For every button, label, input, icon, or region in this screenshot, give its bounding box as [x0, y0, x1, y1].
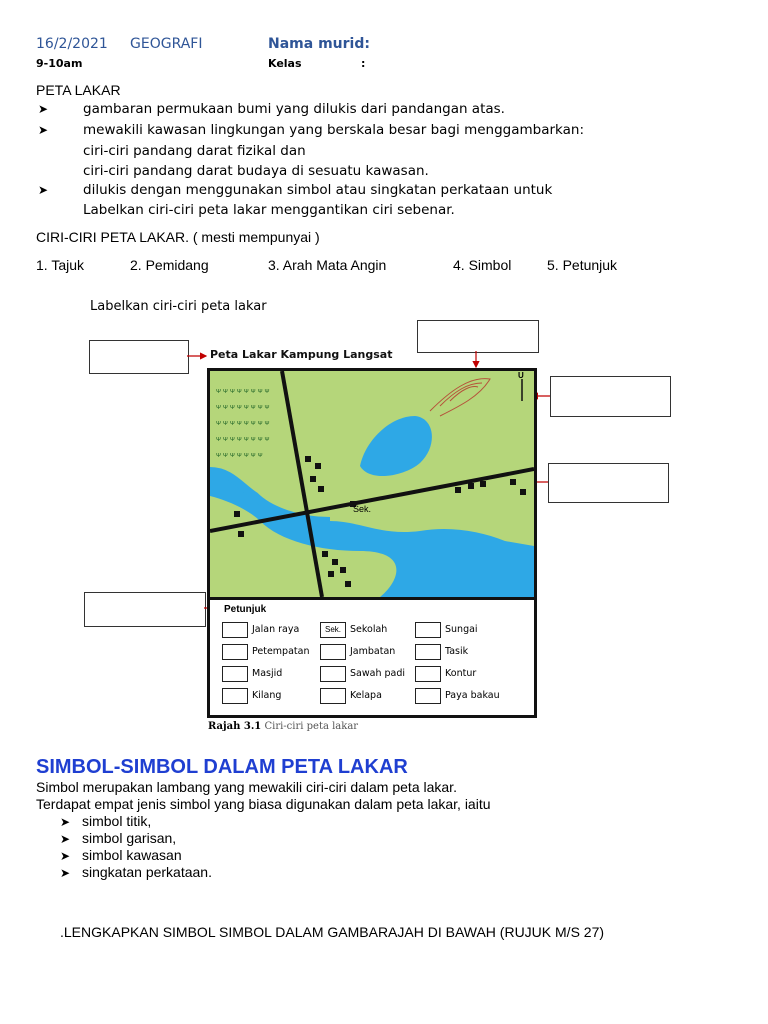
- class-label: Kelas: [268, 57, 302, 70]
- caption-text: Ciri-ciri peta lakar: [264, 721, 359, 732]
- north-label: U: [518, 371, 524, 380]
- mosque-legend-icon: [222, 666, 248, 682]
- river-legend-icon: [415, 622, 441, 638]
- simbol-bullet: singkatan perkataan.: [82, 864, 212, 880]
- legend-label: Tasik: [445, 646, 469, 657]
- class-colon: :: [361, 57, 366, 70]
- legend-title: Petunjuk: [224, 604, 267, 615]
- simbol-bullet: simbol titik,: [82, 813, 152, 829]
- sub-line: ciri-ciri pandang darat fizikal dan: [83, 143, 306, 159]
- coconut-legend-icon: [320, 688, 346, 704]
- caption-number: Rajah 3.1: [208, 721, 262, 732]
- bridge-legend-icon: [320, 644, 346, 660]
- bullet-arrow-icon: ➤: [60, 849, 71, 863]
- bullet-arrow-icon: ➤: [60, 866, 71, 880]
- svg-text:ᴪ ᴪ ᴪ ᴪ ᴪ ᴪ ᴪ: ᴪ ᴪ ᴪ ᴪ ᴪ ᴪ ᴪ: [216, 452, 263, 459]
- svg-text:ᴪ ᴪ ᴪ ᴪ ᴪ ᴪ ᴪ ᴪ: ᴪ ᴪ ᴪ ᴪ ᴪ ᴪ ᴪ ᴪ: [216, 404, 270, 411]
- ciri-item: 3. Arah Mata Angin: [268, 257, 387, 273]
- legend-label: Petempatan: [252, 646, 310, 657]
- svg-text:ᴪ ᴪ ᴪ ᴪ ᴪ ᴪ ᴪ ᴪ: ᴪ ᴪ ᴪ ᴪ ᴪ ᴪ ᴪ ᴪ: [216, 436, 270, 443]
- legend-label: Kilang: [252, 690, 282, 701]
- school-label: Sek.: [353, 504, 372, 514]
- figure-caption: [208, 721, 358, 732]
- legend-label: Sawah padi: [350, 668, 406, 679]
- sketch-map: [210, 371, 534, 597]
- legend-label: Sekolah: [350, 624, 388, 635]
- bullet-arrow-icon: ➤: [38, 102, 49, 116]
- section-title-simbol: SIMBOL-SIMBOL DALAM PETA LAKAR: [36, 756, 408, 778]
- header-date: 16/2/2021: [36, 36, 108, 52]
- ciri-item: 2. Pemidang: [130, 257, 209, 273]
- svg-text:ᴪ ᴪ ᴪ ᴪ ᴪ ᴪ ᴪ ᴪ: ᴪ ᴪ ᴪ ᴪ ᴪ ᴪ ᴪ ᴪ: [216, 420, 270, 427]
- bullet-text: mewakili kawasan lingkungan yang berskala besar bagi menggambarkan:: [83, 122, 584, 138]
- paddy-legend-icon: [320, 666, 346, 682]
- section-title-peta-lakar: PETA LAKAR: [36, 82, 121, 98]
- section-title-ciri: CIRI-CIRI PETA LAKAR. ( mesti mempunyai ): [36, 229, 320, 245]
- ciri-item: 1. Tajuk: [36, 257, 84, 273]
- bullet-arrow-icon: ➤: [38, 183, 49, 197]
- bullet-arrow-icon: ➤: [38, 123, 49, 137]
- mangrove-legend-icon: [415, 688, 441, 704]
- road-legend-icon: [222, 622, 248, 638]
- legend-label: Paya bakau: [445, 690, 500, 701]
- bullet-arrow-icon: ➤: [60, 815, 71, 829]
- legend-panel: [210, 597, 534, 715]
- ciri-item: 4. Simbol: [453, 257, 512, 273]
- map-title: Peta Lakar Kampung Langsat: [210, 348, 393, 361]
- header-subject: GEOGRAFI: [130, 36, 203, 52]
- bullet-text: gambaran permukaan bumi yang dilukis dari pandangan atas.: [83, 101, 505, 117]
- bullet-arrow-icon: ➤: [60, 832, 71, 846]
- factory-legend-icon: [222, 688, 248, 704]
- legend-label: Jambatan: [350, 646, 396, 657]
- simbol-bullet: simbol kawasan: [82, 847, 182, 863]
- simbol-bullet: simbol garisan,: [82, 830, 177, 846]
- sub-line: ciri-ciri pandang darat budaya di sesuatu kawasan.: [83, 163, 429, 179]
- bullet-text: dilukis dengan menggunakan simbol atau singkatan perkataan untuk: [83, 182, 553, 198]
- ciri-item: 5. Petunjuk: [547, 257, 618, 273]
- sketch-map-frame: [207, 368, 537, 718]
- settlement-legend-icon: [222, 644, 248, 660]
- figure-instruction: Labelkan ciri-ciri peta lakar: [90, 299, 267, 314]
- simbol-line-1: Simbol merupakan lambang yang mewakili ciri-ciri dalam peta lakar.: [36, 779, 457, 795]
- legend-label: Sungai: [445, 624, 478, 635]
- legend-label: Kontur: [445, 668, 477, 679]
- header-time: 9-10am: [36, 57, 83, 70]
- lake-legend-icon: [415, 644, 441, 660]
- footer-instruction: .LENGKAPKAN SIMBOL SIMBOL DALAM GAMBARAJAH DI BAWAH (RUJUK M/S 27): [60, 924, 605, 940]
- legend-label: Jalan raya: [252, 624, 300, 635]
- legend-label: Masjid: [252, 668, 283, 679]
- name-label: Nama murid:: [268, 36, 370, 52]
- sub-line: Labelkan ciri-ciri peta lakar menggantikan ciri sebenar.: [83, 202, 455, 218]
- svg-text:ᴪ ᴪ ᴪ ᴪ ᴪ ᴪ ᴪ ᴪ: ᴪ ᴪ ᴪ ᴪ ᴪ ᴪ ᴪ ᴪ: [216, 388, 270, 395]
- contour-legend-icon: [415, 666, 441, 682]
- school-legend-icon: Sek.: [320, 622, 346, 638]
- legend-label: Kelapa: [350, 690, 382, 701]
- simbol-line-2: Terdapat empat jenis simbol yang biasa digunakan dalam peta lakar, iaitu: [36, 796, 491, 812]
